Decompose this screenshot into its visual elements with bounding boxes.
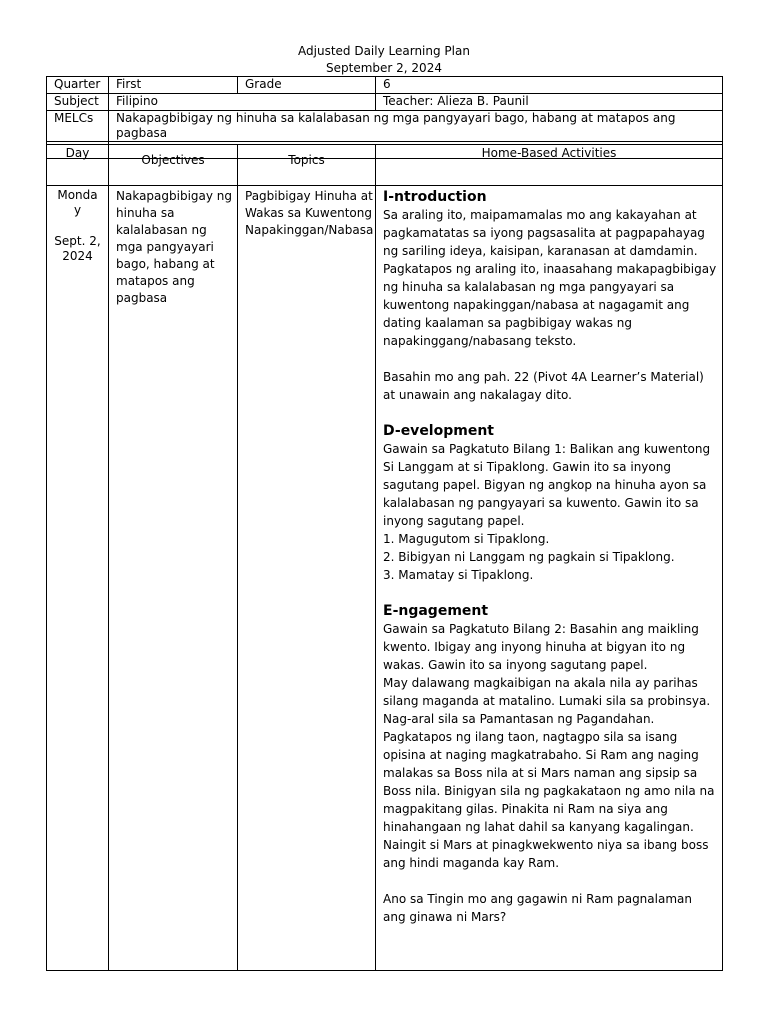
col-topics: Topics [238,145,376,186]
activities-cell [376,186,723,971]
introduction-heading: I-ntroduction [383,189,487,205]
introduction-reading: Basahin mo ang pah. 22 (Pivot 4A Learner’s Material) at unawain ang nakalagay dito. [383,370,704,402]
info-row-melcs [47,111,723,142]
quarter-value: First [109,77,238,94]
plan-title: Adjusted Daily Learning Plan [298,44,470,58]
lesson-row [47,186,723,971]
development-item: 2. Bibigyan ni Langgam ng pagkain si Tipaklong. [383,550,675,564]
col-activities: Home-Based Activities [376,145,723,186]
info-row-quarter [47,77,723,94]
day-line: Monda [57,188,98,202]
introduction-paragraph: Sa araling ito, maipamamalas mo ang kakayahan at pagkamatatas sa iyong pagsasalita at pagpapahayag ng sariling ideya, kaisipan, karanasan at damdamin. Pagkatapos ng araling ito, inaasahang makapagbibigay ng hinuha sa kalalabasan ng mga pangyayari sa kuwentong napakinggan/nabasa at nagagamit ang dating kaalaman sa pagbibigay wakas ng napakinggang/nabasang teksto. [383,208,717,348]
grade-label: Grade [238,77,376,94]
topic-cell: Pagbibigay Hinuha at Wakas sa Kuwentong Napakinggan/Nabasa [238,186,376,971]
development-heading: D-evelopment [383,423,494,439]
engagement-instructions: Gawain sa Pagkatuto Bilang 2: Basahin ang maikling kwento. Ibigay ang inyong hinuha at bigyan ito ng wakas. Gawin ito sa inyong sagutang papel. [383,622,699,672]
teacher-name: Teacher: Alieza B. Paunil [376,94,723,111]
development-item: 1. Magugutom si Tipaklong. [383,532,550,546]
engagement-question: Ano sa Tingin mo ang gagawin ni Ram pagnalaman ang ginawa ni Mars? [383,892,692,924]
quarter-label: Quarter [47,77,109,94]
engagement-heading: E-ngagement [383,603,489,619]
melcs-label: MELCs [47,111,109,142]
development-item: 3. Mamatay si Tipaklong. [383,568,534,582]
engagement-story: May dalawang magkaibigan na akala nila ay parihas silang maganda at matalino. Lumaki sila sa probinsya. Nag-aral sila sa Pamantasan ng Pagandahan. Pagkatapos ng ilang taon, nagtagpo sila sa isang opisina at naging magkatrabaho. Si Ram ang naging malakas sa Boss nila at si Mars naman ang sipsip sa Boss nila. Binigyan sila ng pagkakataon ng amo nila na magpakitang gilas. Pinakita ni Ram na siya ang hinahangaan ng lahat dahil sa kanyang kagalingan. Naingit si Mars at pinagkwekwento niya sa ibang boss ang hindi maganda kay Ram. [383,676,715,870]
header-row [47,145,723,186]
date-line: 2024 [62,249,93,263]
info-row-subject [47,94,723,111]
col-day: Day [47,145,109,186]
grade-value: 6 [376,77,723,94]
day-line: y [73,203,82,217]
development-paragraph: Gawain sa Pagkatuto Bilang 1: Balikan ang kuwentong Si Langgam at si Tipaklong. Gawin ito sa inyong sagutang papel. Bigyan ng angkop na hinuha ayon sa kalalabasan ng pangyayari sa kuwento. Gawin ito sa inyong sagutang papel. [383,442,711,528]
day-cell [47,186,109,971]
subject-label: Subject [47,94,109,111]
date-line: Sept. 2, [54,234,101,248]
activities-table [46,144,723,971]
objective-cell: Nakapagbibigay ng hinuha sa kalalabasan ng mga pangyayari bago, habang at matapos ang pagbasa [109,186,238,971]
melcs-value: Nakapagbibigay ng hinuha sa kalalabasan ng mga pangyayari bago, habang at matapos ang pagbasa [109,111,723,142]
col-objectives: Objectives [109,145,238,186]
plan-date: September 2, 2024 [326,61,442,75]
subject-value: Filipino [109,94,376,111]
